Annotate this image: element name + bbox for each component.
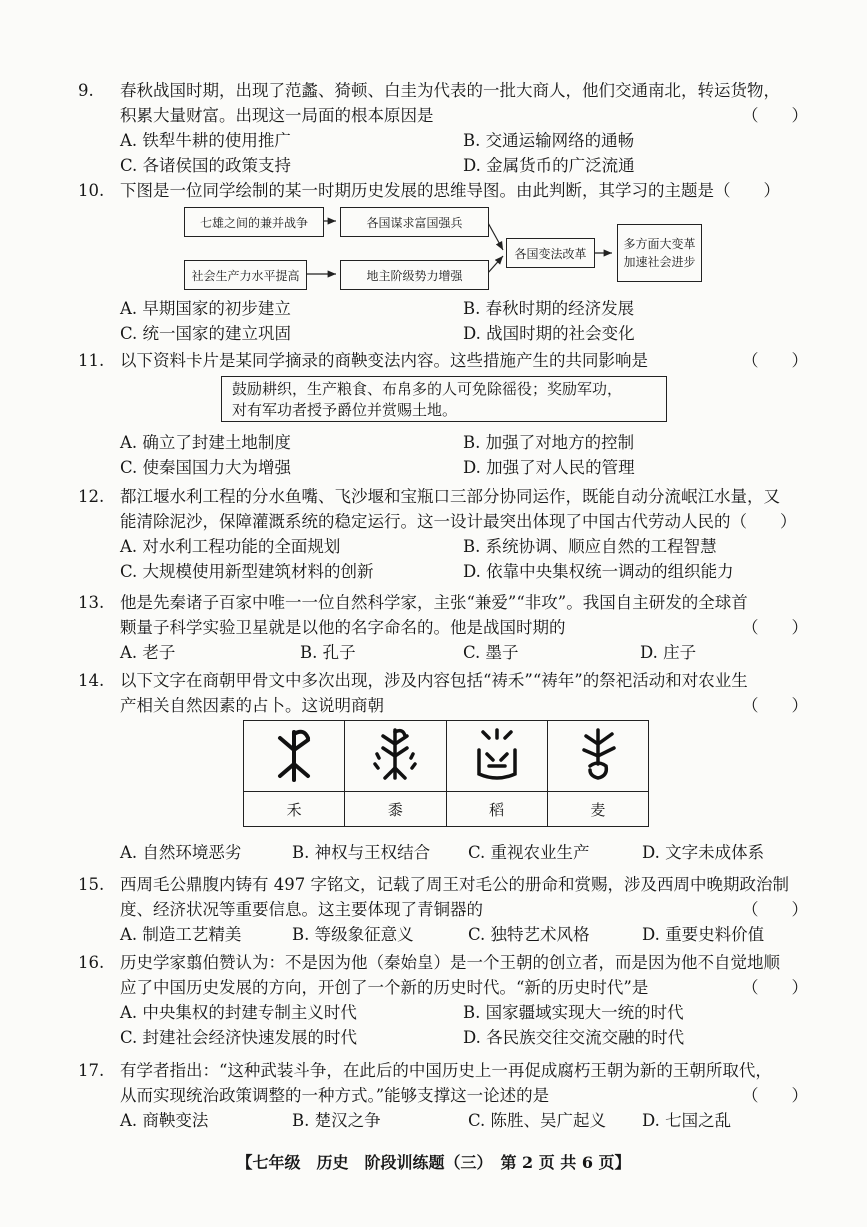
question-14-options	[78, 840, 818, 865]
question-stem: 春秋战国时期，出现了范蠡、猗顿、白圭为代表的一批大商人，他们交通南北，转运货物，	[120, 81, 780, 100]
oracle-glyph-dao-image	[467, 724, 527, 784]
option-b: B. 国家疆域实现大一统的时代	[463, 1003, 684, 1022]
question-stem: 能清除泥沙，保障灌溉系统的稳定运行。这一设计最突出体现了中国古代劳动人民的（ ）	[120, 512, 797, 531]
question-11	[78, 348, 818, 373]
option-a: A. 商鞅变法	[120, 1111, 209, 1130]
mindmap-node-wars: 七雄之间的兼并战争	[184, 207, 324, 237]
question-13	[78, 590, 818, 665]
option-b: B. 楚汉之争	[292, 1111, 381, 1130]
option-c: C. 重视农业生产	[468, 843, 590, 862]
source-card-line2: 对有军功者授予爵位并赏赐土地。	[232, 401, 458, 419]
question-stem: 西周毛公鼎腹内铸有 497 字铭文，记载了周王对毛公的册命和赏赐，涉及西周中晚期政治制	[120, 875, 789, 894]
question-10-options	[78, 296, 818, 346]
option-a: A. 确立了封建土地制度	[120, 433, 291, 452]
option-a: A. 对水利工程功能的全面规划	[120, 537, 341, 556]
question-stem: 历史学家翦伯赞认为：不是因为他（秦始皇）是一个王朝的创立者，而是因为他不自觉地顺	[120, 953, 780, 972]
oracle-char-label: 稻	[446, 792, 547, 827]
oracle-glyph-shu-image	[365, 724, 425, 784]
oracle-glyph-he-image	[264, 724, 324, 784]
option-d: D. 文字未成体系	[642, 843, 765, 862]
option-d: D. 庄子	[640, 643, 697, 662]
oracle-glyph-dao	[446, 721, 547, 792]
question-number: 10.	[78, 181, 105, 200]
option-b: B. 春秋时期的经济发展	[463, 299, 635, 318]
mindmap-node-change	[617, 224, 702, 282]
page-footer: 【七年级 历史 阶段训练题（三） 第 2 页 共 6 页】	[236, 1153, 631, 1172]
option-d: D. 依靠中央集权统一调动的组织能力	[463, 562, 734, 581]
mind-map-arrows	[0, 0, 867, 300]
answer-parentheses: （ ）	[742, 351, 808, 370]
question-number: 11.	[78, 351, 105, 370]
oracle-char-label: 禾	[244, 792, 345, 827]
mindmap-node-reforms: 各国变法改革	[506, 238, 595, 268]
question-stem: 下图是一位同学绘制的某一时期历史发展的思维导图。由此判断，其学习的主题是（ ）	[120, 181, 780, 200]
mindmap-node-wealth: 各国谋求富国强兵	[340, 207, 489, 237]
option-b: B. 交通运输网络的通畅	[463, 131, 635, 150]
question-stem: 以下文字在商朝甲骨文中多次出现，涉及内容包括“祷禾”“祷年”的祭祀活动和对农业生	[120, 671, 748, 690]
answer-parentheses: （ ）	[742, 1086, 808, 1105]
question-16	[78, 950, 818, 1050]
question-number: 14.	[78, 671, 105, 690]
question-number: 12.	[78, 487, 105, 506]
option-c: C. 独特艺术风格	[468, 925, 590, 944]
question-14	[78, 668, 818, 718]
option-b: B. 神权与王权结合	[292, 843, 431, 862]
option-c: C. 大规模使用新型建筑材料的创新	[120, 562, 374, 581]
source-card	[221, 376, 667, 422]
oracle-char-label: 麦	[547, 792, 648, 827]
option-b: B. 系统协调、顺应自然的工程智慧	[463, 537, 717, 556]
question-stem: 他是先秦诸子百家中唯一一位自然科学家，主张“兼爱”“非攻”。我国自主研发的全球首	[120, 593, 748, 612]
question-stem: 都江堰水利工程的分水鱼嘴、飞沙堰和宝瓶口三部分协同运作，既能自动分流岷江水量，又	[120, 487, 780, 506]
answer-parentheses: （ ）	[742, 618, 808, 637]
question-stem: 产相关自然因素的占卜。这说明商朝	[120, 696, 384, 715]
question-stem: 应了中国历史发展的方向，开创了一个新的历史时代。“新的历史时代”是	[120, 978, 649, 997]
option-c: C. 墨子	[463, 643, 519, 662]
option-c: C. 陈胜、吴广起义	[468, 1111, 607, 1130]
option-c: C. 统一国家的建立巩固	[120, 324, 292, 343]
option-d: D. 加强了对人民的管理	[463, 458, 635, 477]
option-c: C. 使秦国国力大为增强	[120, 458, 292, 477]
oracle-char-label: 黍	[345, 792, 446, 827]
question-stem: 颗量子科学实验卫星就是以他的名字命名的。他是战国时期的	[120, 618, 566, 637]
oracle-glyph-mai	[547, 721, 648, 792]
question-number: 16.	[78, 953, 105, 972]
question-number: 15.	[78, 875, 105, 894]
option-d: D. 重要史料价值	[642, 925, 765, 944]
option-d: D. 金属货币的广泛流通	[463, 156, 635, 175]
question-11-options	[78, 430, 818, 480]
option-c: C. 各诸侯国的政策支持	[120, 156, 292, 175]
option-b: B. 孔子	[300, 643, 356, 662]
question-stem: 以下资料卡片是某同学摘录的商鞅变法内容。这些措施产生的共同影响是	[120, 351, 648, 370]
question-stem: 积累大量财富。出现这一局面的根本原因是	[120, 106, 434, 125]
option-a: A. 中央集权的封建专制主义时代	[120, 1003, 357, 1022]
option-b: B. 等级象征意义	[292, 925, 414, 944]
option-d: D. 各民族交往交流交融的时代	[463, 1028, 685, 1047]
answer-parentheses: （ ）	[742, 978, 808, 997]
mindmap-node-productivity: 社会生产力水平提高	[184, 260, 307, 290]
question-12	[78, 484, 818, 584]
oracle-bone-table	[243, 720, 649, 827]
answer-parentheses: （ ）	[742, 900, 808, 919]
option-c: C. 封建社会经济快速发展的时代	[120, 1028, 358, 1047]
option-a: A. 制造工艺精美	[120, 925, 242, 944]
oracle-glyph-shu	[345, 721, 446, 792]
question-17	[78, 1058, 818, 1133]
oracle-glyph-he	[244, 721, 345, 792]
option-b: B. 加强了对地方的控制	[463, 433, 635, 452]
oracle-glyph-mai-image	[568, 724, 628, 784]
answer-parentheses: （ ）	[742, 106, 808, 125]
question-number: 17.	[78, 1061, 105, 1080]
question-15	[78, 872, 818, 947]
question-number: 13.	[78, 593, 105, 612]
option-a: A. 老子	[120, 643, 176, 662]
answer-parentheses: （ ）	[742, 696, 808, 715]
question-number: 9.	[78, 81, 94, 100]
question-stem: 从而实现统治政策调整的一种方式。”能够支撑这一论述的是	[120, 1086, 550, 1105]
option-d: D. 七国之乱	[642, 1111, 732, 1130]
mindmap-node-change-line1: 多方面大变革	[623, 237, 696, 251]
mindmap-node-landlords: 地主阶级势力增强	[340, 260, 489, 290]
option-a: A. 铁犁牛耕的使用推广	[120, 131, 291, 150]
option-a: A. 自然环境恶劣	[120, 843, 242, 862]
mindmap-node-change-line2: 加速社会进步	[623, 255, 696, 269]
question-stem: 有学者指出：“这种武装斗争，在此后的中国历史上一再促成腐朽王朝为新的王朝所取代，	[120, 1061, 772, 1080]
question-stem: 度、经济状况等重要信息。这主要体现了青铜器的	[120, 900, 483, 919]
option-d: D. 战国时期的社会变化	[463, 324, 635, 343]
source-card-line1: 鼓励耕织，生产粮食、布帛多的人可免除徭役；奖励军功，	[232, 380, 623, 398]
option-a: A. 早期国家的初步建立	[120, 299, 291, 318]
